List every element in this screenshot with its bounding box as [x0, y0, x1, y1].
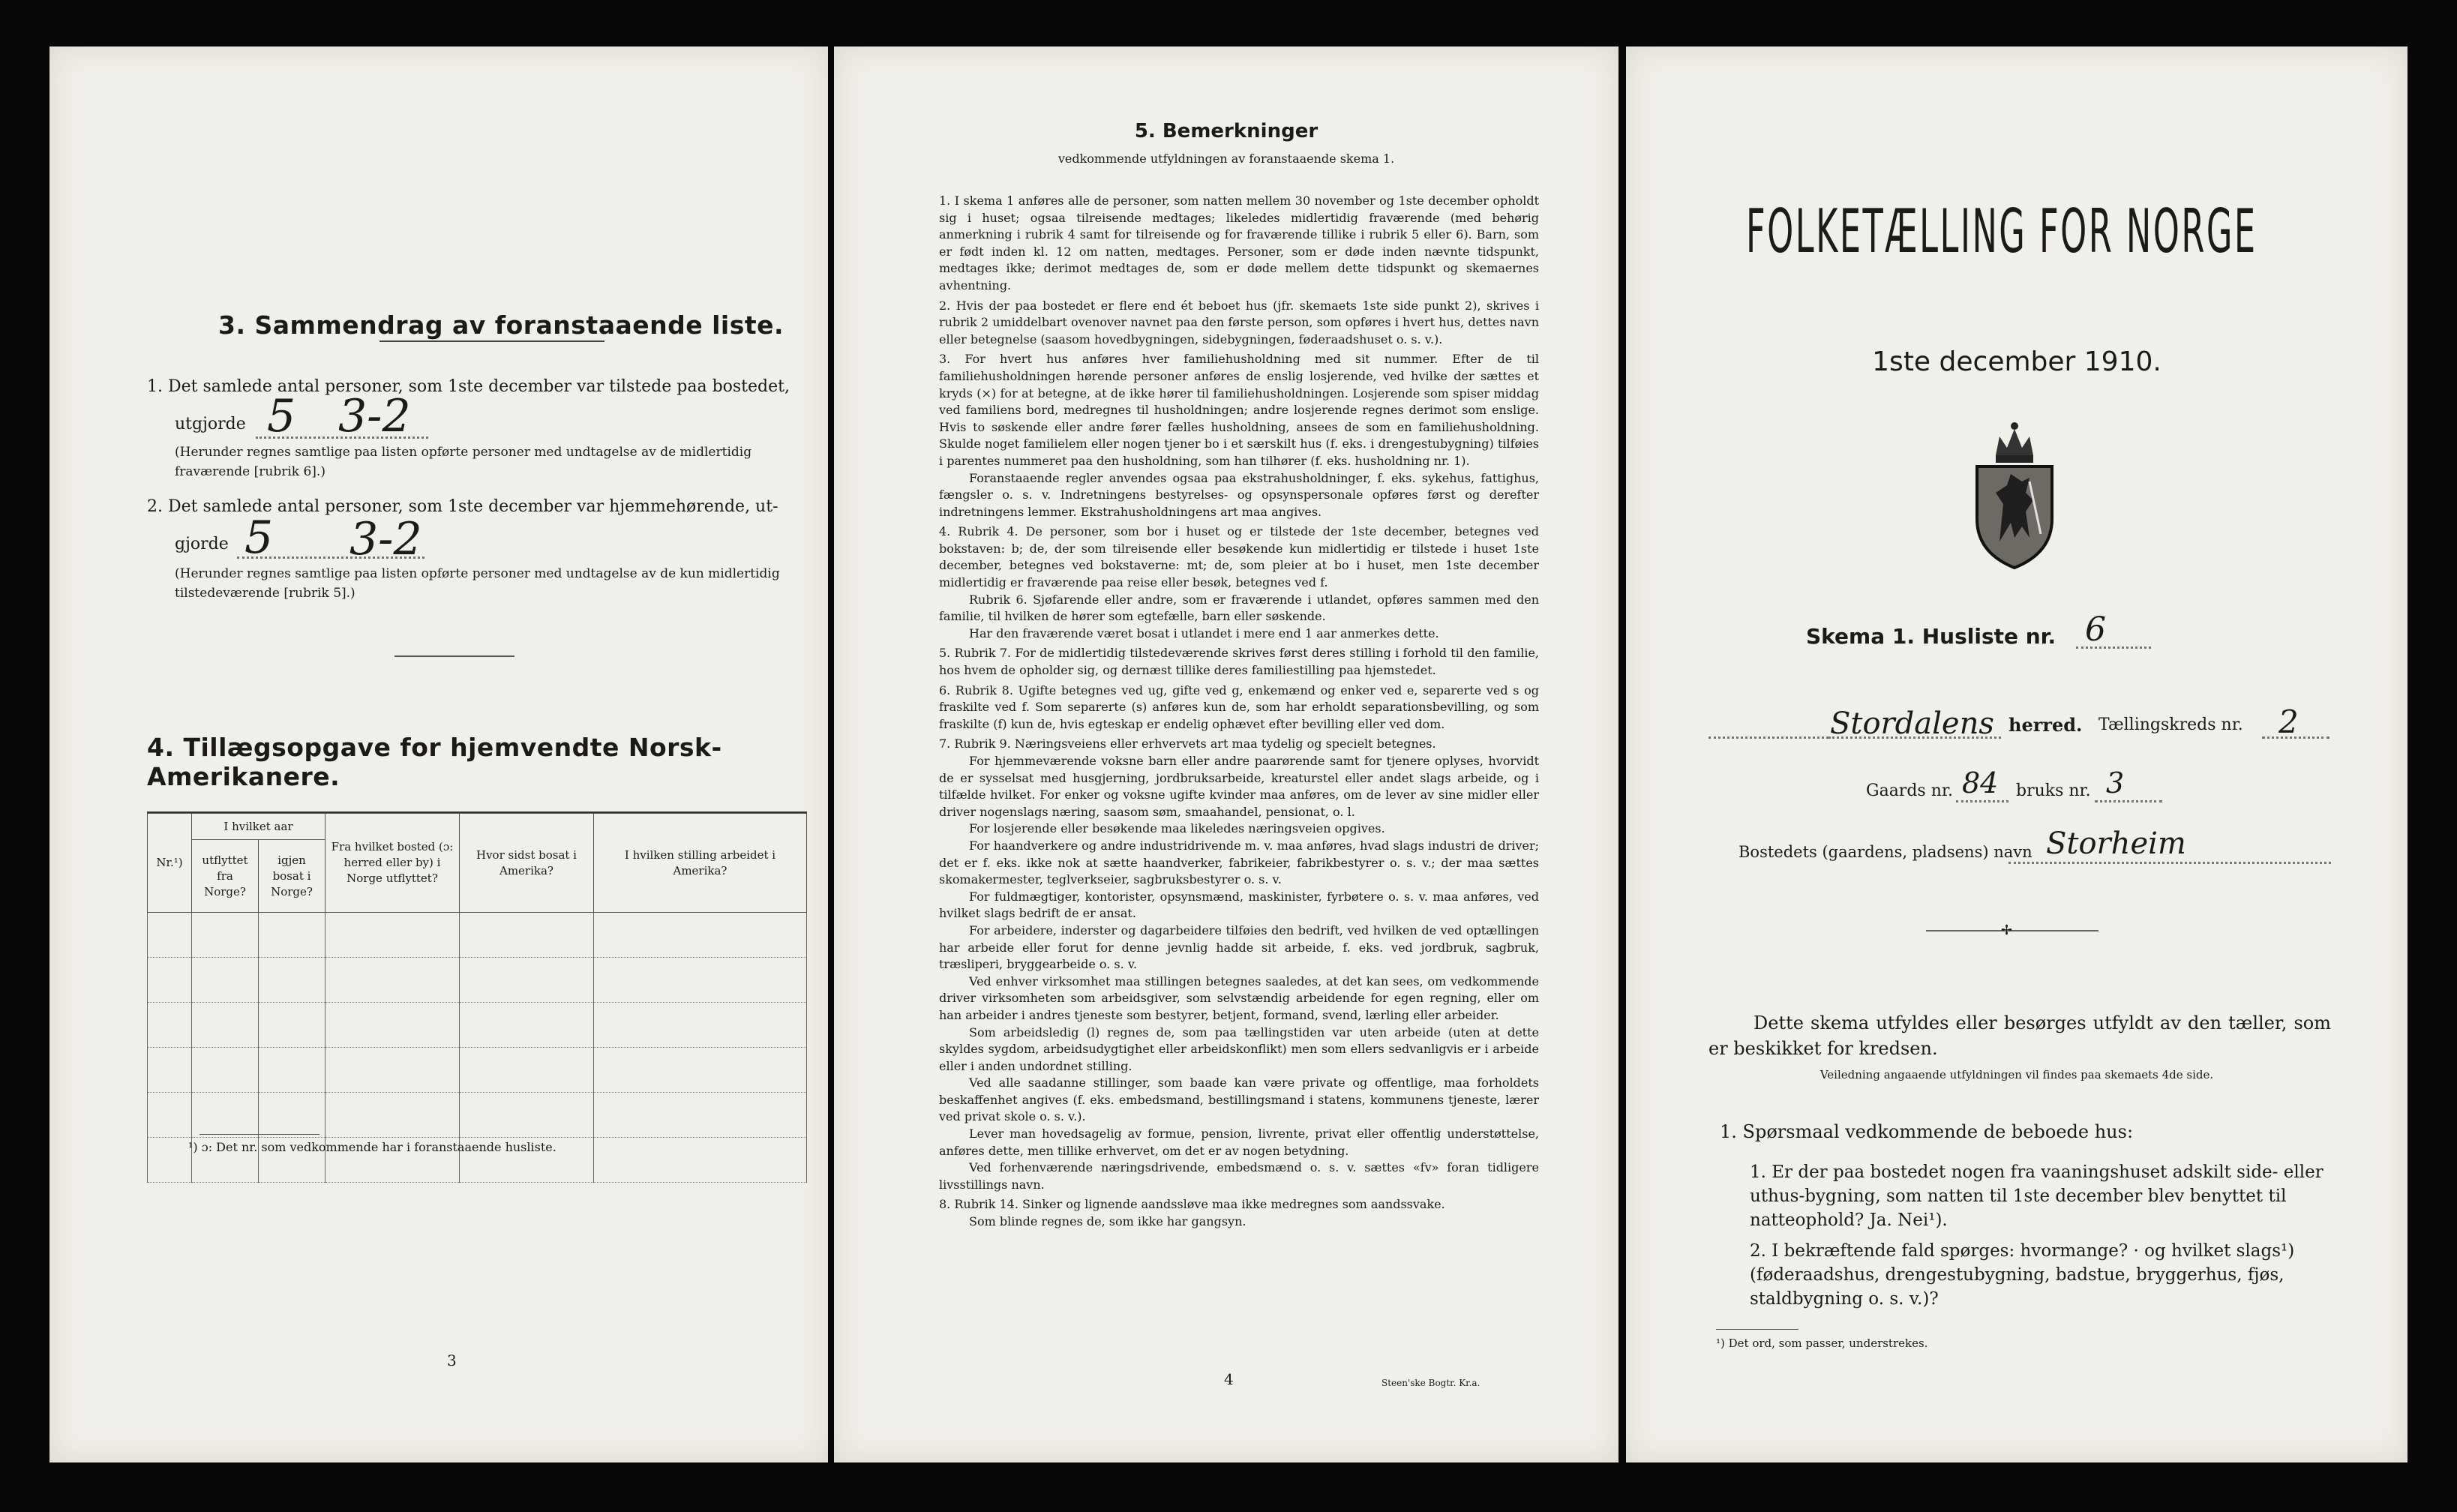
remark-paragraph: Som arbeidsledig (l) regnes de, som paa tællingstiden var uten arbeide (uten at dette skyldes sygdom, arbeidsudygtighet eller arbeidskonflikt) men som ellers sedvanligvis er i arbeide eller i anden undordnet stilling. — [939, 1024, 1539, 1073]
norwegian-coat-of-arms-icon — [1966, 414, 2063, 572]
bosted-value: Storheim — [2046, 826, 2186, 861]
fill-line — [237, 556, 424, 559]
remark-paragraph: 5. Rubrik 7. For de midlertidig tilstedeværende skrives først deres stilling i forhold til den familie, hos hvem de opholder sig, og dernæst tillike deres familiestilling paa hjemstedet. — [939, 646, 1539, 678]
item2-note: (Herunder regnes samtlige paa listen opførte personer med undtagelse av de kun midlertidig tilstedeværende [rubrik 5].) — [175, 566, 780, 601]
footnote-rule — [1716, 1329, 1798, 1330]
kreds-label: Tællingskreds nr. — [2098, 716, 2243, 734]
question-heading: 1. Spørsmaal vedkommende de beboede hus: — [1720, 1121, 2134, 1142]
question-1: 1. Er der paa bostedet nogen fra vaaningshuset adskilt side- eller uthus-bygning, som natten til 1ste december blev benyttet til natteophold? Ja. Nei¹). — [1750, 1162, 2324, 1230]
page-right — [1626, 46, 2408, 1462]
table-row — [148, 913, 807, 958]
table-row — [148, 1048, 807, 1093]
census-date: 1ste december 1910. — [1872, 346, 2162, 377]
fill-line — [2008, 862, 2331, 864]
col-from-where: Fra hvilket bosted (ɔ: herred eller by) i Norge utflyttet? — [326, 814, 460, 913]
footnote: ¹) ɔ: Det nr. som vedkommende har i foranstaaende husliste. — [188, 1140, 556, 1154]
bosted-label: Bostedets (gaardens, pladsens) navn — [1738, 843, 2032, 861]
title-underline — [380, 340, 604, 342]
remark-paragraph: 4. Rubrik 4. De personer, som bor i huset og er tilstede der 1ste december, betegnes ved bokstaven: b; de, der som tilreisende eller besøkende kun midlertidig er tilstede i huset 1ste december, betegnes ved bokstaverne: mt; de, som pleier at bo i huset, men 1ste december midlertidig er fraværende paa reise eller besøk, betegnes ved f. — [939, 524, 1539, 590]
item2-handwritten: 3-2 — [350, 513, 422, 566]
printer-mark: Steen'ske Bogtr. Kr.a. — [1382, 1378, 1480, 1388]
col-year-group: I hvilket aar — [192, 814, 326, 840]
remark-paragraph: For arbeidere, inderster og dagarbeidere tilføies den bedrift, ved hvilken de ved optællingen har arbeide eller forut for denne jevnlig hadde sit arbeide, f. eks. ved jordbruk, sagbruk, træsliperi, bryggearbeide o. s. v. — [939, 922, 1539, 972]
footnote: ¹) Det ord, som passer, understrekes. — [1716, 1336, 1928, 1350]
kreds-value: 2 — [2278, 704, 2299, 740]
divider — [394, 656, 514, 657]
remark-paragraph: Lever man hovedsagelig av formue, pension, livrente, privat eller offentlig understøttelse, anføres dette, men tillike erhvervet, om det er av nogen betydning. — [939, 1126, 1539, 1158]
col-position: I hvilken stilling arbeidet i Amerika? — [594, 814, 807, 913]
fill-line — [256, 436, 428, 439]
fill-line — [1708, 736, 1828, 739]
gaards-label: Gaards nr. — [1866, 782, 1953, 800]
herred-value: Stordalens — [1830, 706, 1994, 741]
gaards-value: 84 — [1962, 766, 1999, 800]
item2-line: 2. Det samlede antal personer, som 1ste december var hjemmehørende, ut- — [147, 497, 778, 516]
remark-paragraph: 2. Hvis der paa bostedet er flere end ét beboet hus (jfr. skemaets 1ste side punkt 2), skrives i rubrik 2 umiddelbart ovenover navnet paa den første person, som opføres i hvert hus, dettes navn eller betegnelse (saasom hovedbygningen, sidebygningen, føderaadshuset o. s. v.). — [939, 298, 1539, 346]
husliste-nr: 6 — [2085, 610, 2106, 649]
fill-line — [1828, 736, 2001, 739]
bruks-label: bruks nr. — [2016, 782, 2091, 800]
fill-line — [1956, 800, 2008, 802]
page-number: 3 — [447, 1352, 457, 1370]
fill-line — [2262, 736, 2330, 739]
schema-label: Skema 1. Husliste nr. — [1806, 624, 2056, 649]
remark-paragraph: Ved alle saadanne stillinger, som baade kan være private og offentlige, maa forholdets beskaffenhet angives (f. eks. embedsmand, bestillingsmand i statens, kommunens tjeneste, lærer ved privat skole o. s. v.). — [939, 1076, 1539, 1124]
remarks-title: 5. Bemerkninger — [1134, 120, 1318, 142]
fill-line — [2076, 646, 2151, 649]
item2-prefix: gjorde — [175, 535, 229, 554]
remark-paragraph: Ved forhenværende næringsdrivende, embedsmænd o. s. v. sættes «fv» foran tidligere livsstillings navn. — [939, 1160, 1539, 1192]
ornament-icon: ✢ — [2001, 922, 2013, 938]
main-title: FOLKETÆLLING FOR NORGE — [1746, 196, 2258, 266]
col-emigrated: utflyttet fra Norge? — [192, 840, 259, 913]
guidance-text: Veiledning angaaende utfyldningen vil findes paa skemaets 4de side. — [1820, 1068, 2214, 1082]
remark-paragraph: 3. For hvert hus anføres hver familiehusholdning med sit nummer. Efter de til familiehusholdningen hørende personer anføres de enslig losjerende, ved hvilke der sættes et kryds (×) for at betegne, at de ikke hører til familiehusholdningen. Losjerende som spiser middag ved familiens bord, medregnes til husholdningen; andre losjerende regnes derimot som enslige. Hvis to søskende eller andre fører fælles husholdning, ansees de som en familiehusholdning. Skulde noget familielem eller nogen tjener bo i et særskilt hus (f. eks. i drengestubygning) tilføies i parentes nummeret paa den husholdning, som han tilhører (f. eks. husholdning nr. 1). — [939, 352, 1539, 468]
item1-prefix: utgjorde — [175, 415, 246, 434]
remark-paragraph: For haandverkere og andre industridrivende m. v. maa anføres, hvad slags industri de driver; det er f. eks. ikke nok at sætte haandverker, fabrikeier, fabrikbestyrer o. s. v.; der maa sættes skomakermester, teglverkseier, sagbruksbestyrer o. s. v. — [939, 838, 1539, 887]
item1-line: 1. Det samlede antal personer, som 1ste december var tilstede paa bostedet, — [147, 377, 790, 396]
question-2: 2. I bekræftende fald spørges: hvormange? · og hvilket slags¹) (føderaadshus, drengestubygning, badstue, bryggerhus, fjøs, staldbygning o. s. v.)? — [1750, 1241, 2295, 1309]
remark-paragraph: Som blinde regnes de, som ikke har gangsyn. — [969, 1214, 1246, 1229]
remark-paragraph: Har den fraværende været bosat i utlandet i mere end 1 aar anmerkes dette. — [969, 626, 1439, 640]
page-middle — [834, 46, 1618, 1462]
item1-handwritten: 3-2 — [338, 390, 411, 442]
remark-paragraph: For fuldmægtiger, kontorister, opsynsmænd, maskinister, fyrbøtere o. s. v. maa anføres, ved hvilket slags bedrift de er ansat. — [939, 889, 1539, 921]
norsk-amerikanere-table — [147, 813, 807, 1183]
remarks-body — [939, 193, 1539, 1231]
item1-value: 5 — [267, 390, 296, 442]
col-returned: igjen bosat i Norge? — [259, 840, 326, 913]
remark-paragraph: Rubrik 6. Sjøfarende eller andre, som er fraværende i utlandet, opføres sammen med den familie, til hvilken de hører som egtefælle, barn eller søskende. — [939, 592, 1539, 624]
remark-paragraph: 8. Rubrik 14. Sinker og lignende aandssløve maa ikke medregnes som aandssvake. — [939, 1197, 1445, 1212]
col-last-residence: Hvor sidst bosat i Amerika? — [460, 814, 594, 913]
table-row — [148, 1003, 807, 1048]
bruks-value: 3 — [2106, 766, 2125, 800]
item1-note: (Herunder regnes samtlige paa listen opførte personer med undtagelse av de midlertidig fraværende [rubrik 6].) — [175, 445, 752, 479]
fill-line — [2095, 800, 2162, 802]
section4-title: 4. Tillægsopgave for hjemvendte Norsk-Amerikanere. — [147, 733, 722, 791]
page-number: 4 — [1224, 1370, 1234, 1388]
remark-paragraph: 1. I skema 1 anføres alle de personer, som natten mellem 30 november og 1ste december opholdt sig i huset; ogsaa tilreisende medtages; likeledes midlertidig fraværende (med behørig anmerkning i rubrik 4 samt for tilreisende og for fraværende tillike i rubrik 5 eller 6). Barn, som er født inden kl. 12 om natten, medtages. Personer, som er døde inden nævnte tidspunkt, medtages ikke; derimot medtages de, som er døde mellem dette tidspunkt og skemaernes avhentning. — [939, 194, 1539, 292]
remark-paragraph: Ved enhver virksomhet maa stillingen betegnes saaledes, at det kan sees, om vedkommende driver virksomheten som arbeidsgiver, som selvstændig arbeidende for egen regning, eller om han arbeider i andres tjeneste som bestyrer, betjent, formand, svend, lærling eller arbeider. — [939, 974, 1539, 1022]
footnote-rule — [200, 1134, 320, 1135]
remark-paragraph: For losjerende eller besøkende maa likeledes næringsveien opgives. — [969, 821, 1385, 836]
item2-value: 5 — [244, 512, 274, 564]
table-row — [148, 1093, 807, 1138]
instruction-text: Dette skema utfyldes eller besørges utfyldt av den tæller, som er beskikket for kredsen. — [1708, 1012, 2331, 1059]
herred-label: herred. — [2008, 714, 2083, 736]
remark-paragraph: For hjemmeværende voksne barn eller andre paarørende samt for tjenere oplyses, hvorvidt de er sysselsat med husgjerning, jordbruksarbeide, kreaturstel eller andet slags arbeide, og i tilfælde hvilket. For enker og voksne ugifte kvinder maa anføres, om de lever av sine midler eller driver nogenslags næring, saasom søm, smaahandel, pensionat, o. l. — [939, 754, 1539, 819]
col-nr: Nr.¹) — [148, 814, 192, 913]
section3-title: 3. Sammendrag av foranstaaende liste. — [218, 310, 784, 340]
remark-paragraph: 7. Rubrik 9. Næringsveiens eller erhvervets art maa tydelig og specielt betegnes. — [939, 736, 1436, 752]
remark-paragraph: 6. Rubrik 8. Ugifte betegnes ved ug, gifte ved g, enkemænd og enker ved e, separerte ved s og fraskilte ved f. Som separerte (s) anføres kun de, som har erholdt separationsbevilling, og som fraskilte (f) kun de, hvis egteskap er endelig ophævet efter bevilling eller ved dom. — [939, 682, 1539, 731]
remarks-subtitle: vedkommende utfyldningen av foranstaaende skema 1. — [1058, 152, 1395, 166]
remark-paragraph: Foranstaaende regler anvendes ogsaa paa ekstrahusholdninger, f. eks. sykehus, fattighus, fængsler o. s. v. Indretningens bestyrelses- og opsynspersonale opføres først og derefter indretningens lemmer. Ekstrahusholdningens art maa angives. — [939, 470, 1539, 519]
page-left — [50, 46, 828, 1462]
table-row — [148, 958, 807, 1003]
